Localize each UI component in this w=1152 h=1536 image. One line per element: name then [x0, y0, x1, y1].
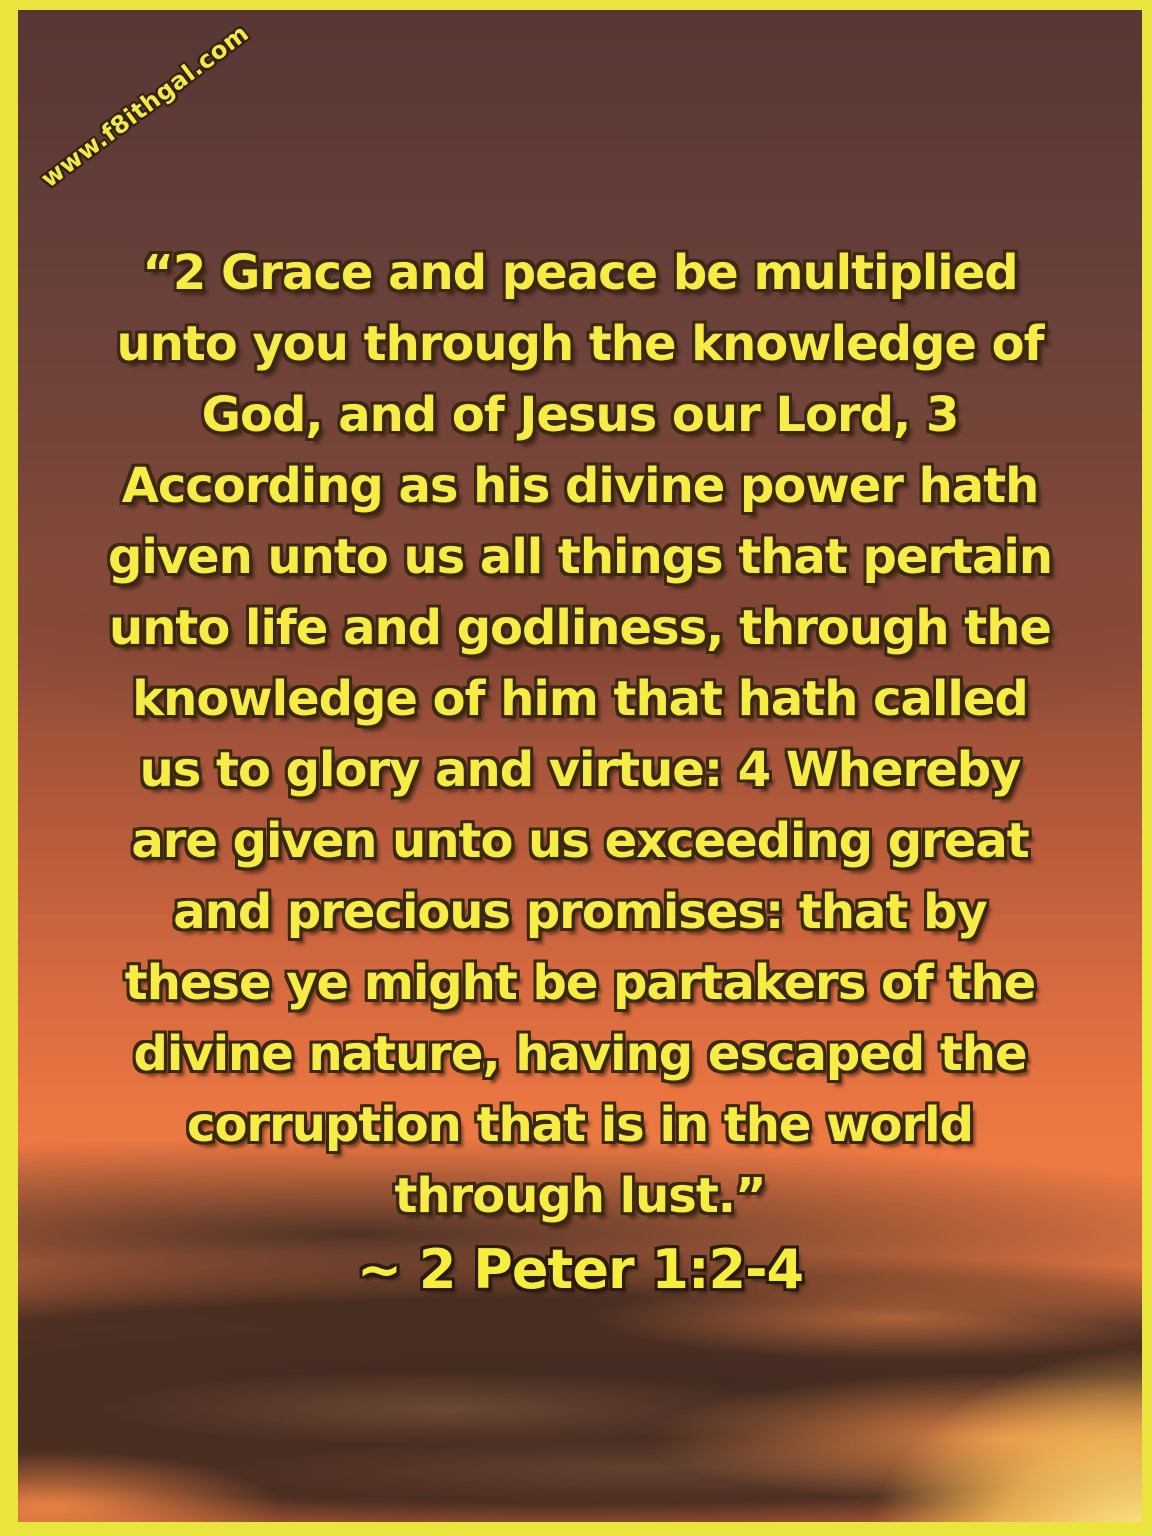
verse-line: us to glory and virtue: 4 Whereby — [139, 742, 1021, 798]
watermark-text: www.f8ithgal.com — [35, 18, 255, 194]
verse-line: unto life and godliness, through the — [109, 600, 1051, 656]
verse-text-block — [18, 238, 1142, 1307]
sunset-sky-photo — [18, 10, 1142, 1522]
verse-line: knowledge of him that hath called — [132, 671, 1028, 727]
verse-line: According as his divine power hath — [121, 458, 1039, 514]
verse-line: divine nature, having escaped the — [133, 1026, 1027, 1082]
verse-line: through lust.” — [394, 1168, 766, 1224]
verse-line: are given unto us exceeding great — [131, 813, 1029, 869]
verse-line: corruption that is in the world — [187, 1097, 973, 1153]
verse-line: unto you through the knowledge of — [116, 316, 1044, 372]
verse-attribution: ~ 2 Peter 1:2-4 — [356, 1238, 804, 1301]
verse-line: and precious promises: that by — [173, 884, 987, 940]
verse-line: given unto us all things that pertain — [107, 529, 1053, 585]
verse-line: God, and of Jesus our Lord, 3 — [201, 387, 959, 443]
verse-line: these ye might be partakers of the — [124, 955, 1036, 1011]
verse-line: “2 Grace and peace be multiplied — [142, 245, 1018, 301]
